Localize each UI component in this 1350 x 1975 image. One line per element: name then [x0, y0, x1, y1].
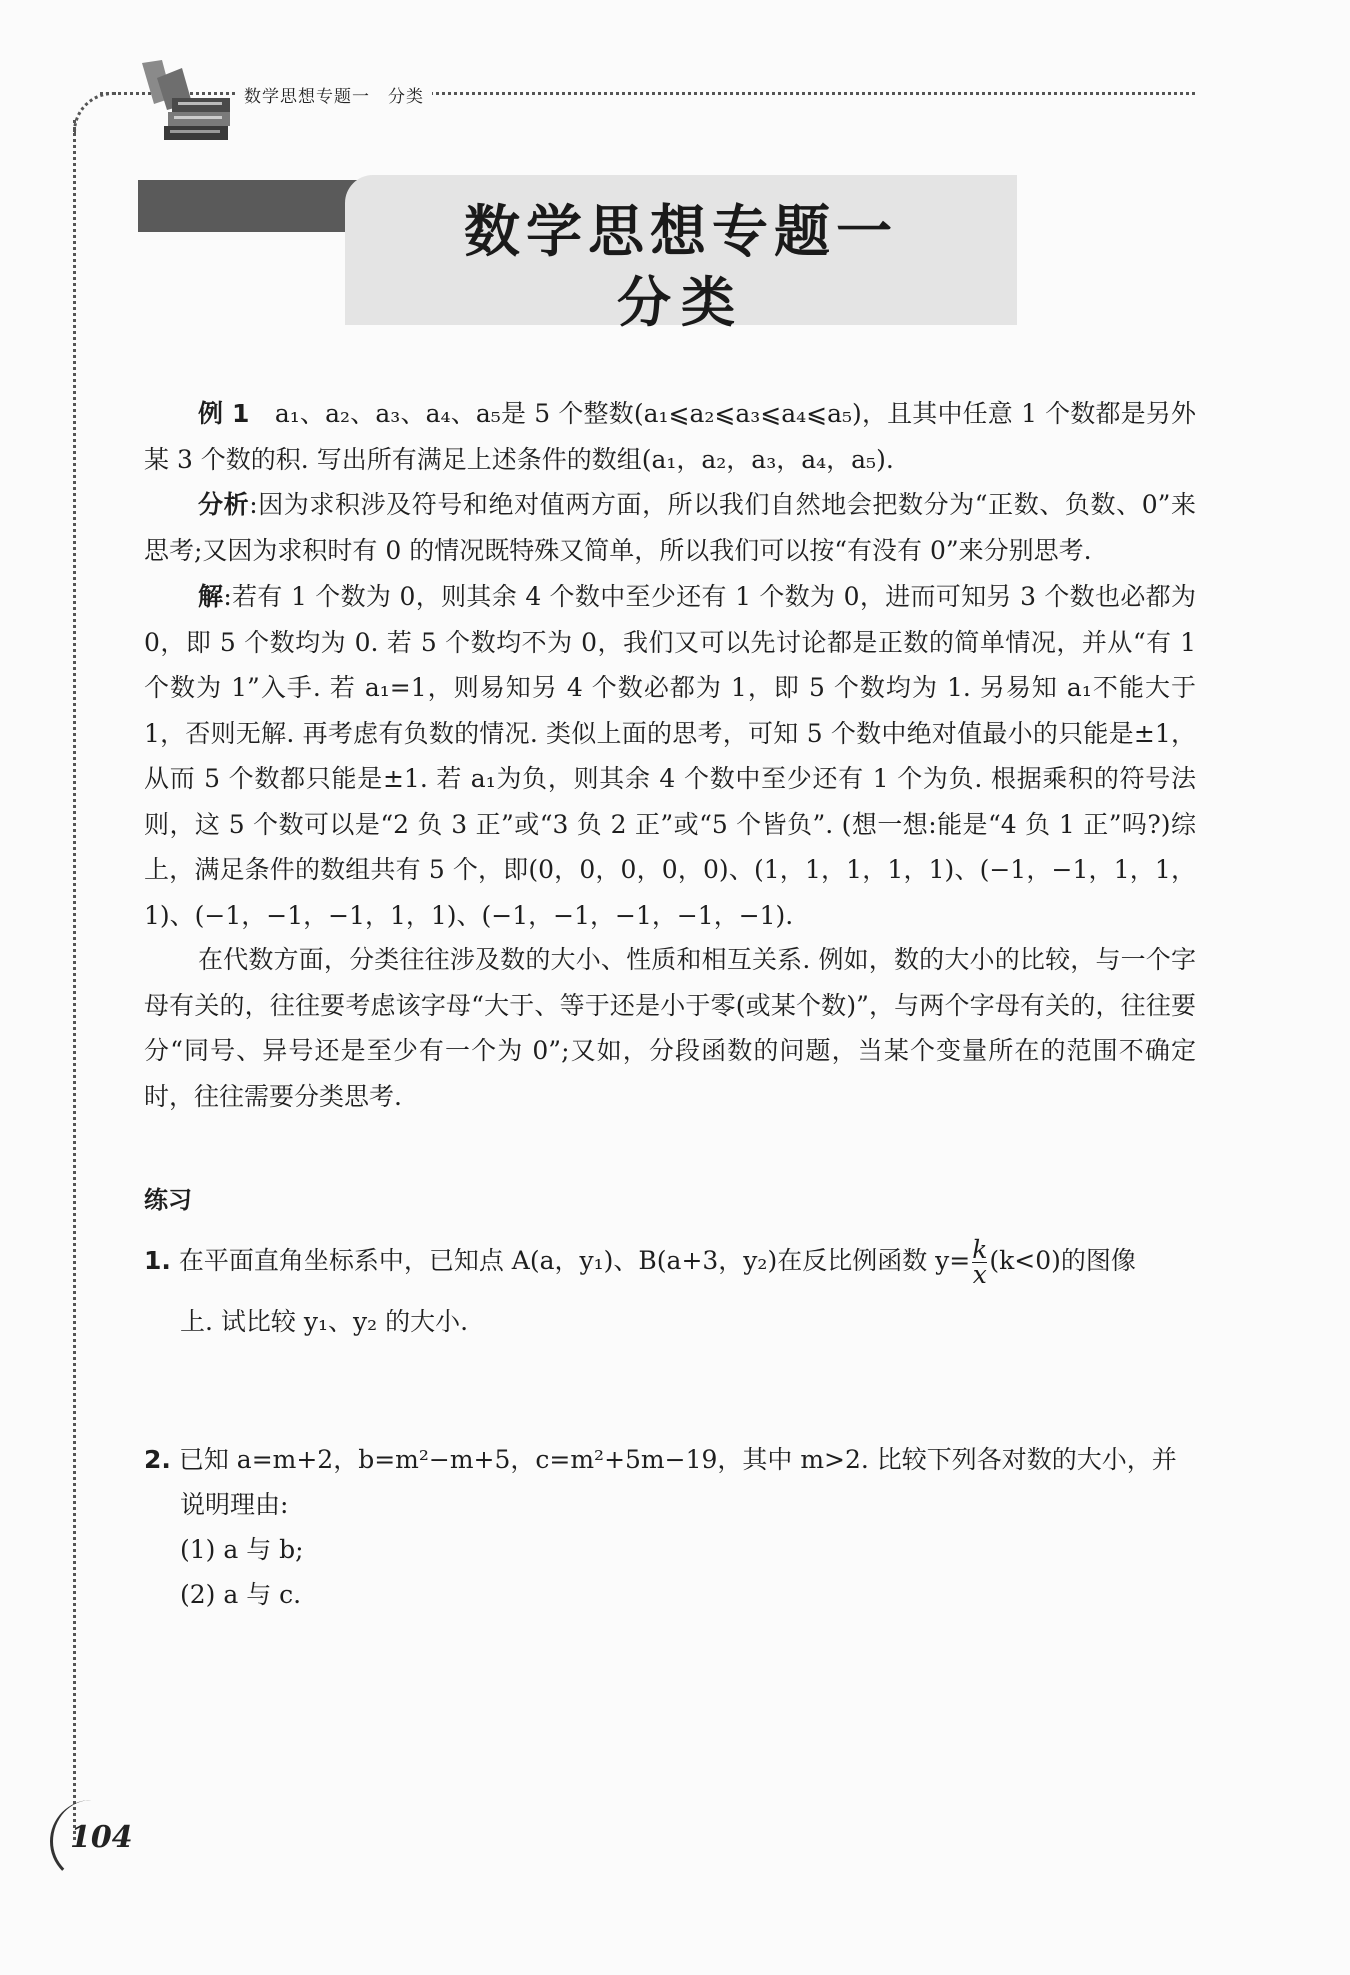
- question-1-line1: [144, 1235, 1196, 1289]
- summary-paragraph: 在代数方面，分类往往涉及数的大小、性质和相互关系. 例如，数的大小的比较，与一个字母有关的，往往要考虑该字母“大于、等于还是小于零(或某个数)”，与两个字母有关的，往往要分“同号、异号还是至少有一个为 0”;又如，分段函数的问题，当某个变量所在的范围不确定时，往往需要分类思考.: [144, 945, 1196, 1111]
- solution-label: 解: [198, 582, 224, 611]
- question-2-line2: 说明理由:: [180, 1490, 289, 1519]
- example-label: 例 1: [198, 399, 250, 428]
- question-2-part-1: (1) a 与 b;: [180, 1535, 304, 1564]
- analysis-label: 分析: [198, 490, 250, 519]
- books-pencil-icon: [132, 58, 237, 148]
- fraction-denominator: x: [972, 1260, 987, 1289]
- question-2-number: 2.: [144, 1445, 171, 1474]
- page-number: 104: [70, 1820, 133, 1855]
- question-1-number: 1.: [144, 1246, 171, 1275]
- question-2: [144, 1437, 1196, 1617]
- practice-heading: 练习: [144, 1186, 192, 1214]
- fraction-numerator: k: [972, 1235, 988, 1264]
- margin-rule: [73, 120, 76, 1840]
- question-1-text-after: (k<0)的图像: [989, 1246, 1136, 1275]
- question-2-line1: [144, 1437, 1196, 1482]
- example-paragraph: [144, 391, 1196, 482]
- running-header: 数学思想专题一 分类: [236, 82, 432, 107]
- question-1-line2: 上. 试比较 y₁、y₂ 的大小.: [180, 1307, 469, 1336]
- question-1: [144, 1235, 1196, 1344]
- chapter-title: 数学思想专题一: [464, 200, 898, 265]
- question-1-text: 在平面直角坐标系中，已知点 A(a，y₁)、B(a+3，y₂)在反比例函数 y=: [178, 1246, 971, 1275]
- margin-corner: [73, 92, 116, 135]
- analysis-text: :因为求积涉及符号和绝对值两方面，所以我们自然地会把数分为“正数、负数、0”来思考;又因为求积时有 0 的情况既特殊又简单，所以我们可以按“有没有 0”来分别思考.: [144, 490, 1196, 565]
- solution-text: :若有 1 个数为 0，则其余 4 个数中至少还有 1 个数为 0，进而可知另 3 个数也必都为 0，即 5 个数均为 0. 若 5 个数均不为 0，我们又可以先讨论都是正数的简单情况，并从“有 1 个数为 1”入手. 若 a₁=1，则易知另 4 个数必都为 1，即 5 个数均为 1. 另易知 a₁不能大于 1，否则无解. 再考虑有负数的情况. 类似上面的思考，可知 5 个数中绝对值最小的只能是±1，从而 5 个数都只能是±1. 若 a₁为负，则其余 4 个数中至少还有 1 个为负. 根据乘积的符号法则，这 5 个数可以是“2 负 3 正”或“3 负 2 正”或“5 个皆负”. (想一想:能是“4 负 1 正”吗?)综上，满足条件的数组共有 5 个，即(0，0，0，0，0)、(1，1，1，1，1)、(−1，−1，1，1，1)、(−1，−1，−1，1，1)、(−1，−1，−1，−1，−1).: [144, 582, 1196, 930]
- solution-paragraph: [144, 574, 1196, 938]
- fraction-k-over-x: [972, 1235, 988, 1289]
- question-2-text: 已知 a=m+2，b=m²−m+5，c=m²+5m−19，其中 m>2. 比较下列各对数的大小，并: [178, 1445, 1177, 1474]
- analysis-paragraph: [144, 482, 1196, 573]
- question-2-part-2: (2) a 与 c.: [180, 1580, 302, 1609]
- example-text: a₁、a₂、a₃、a₄、a₅是 5 个整数(a₁⩽a₂⩽a₃⩽a₄⩽a₅)，且其中任意 1 个数都是另外某 3 个数的积. 写出所有满足上述条件的数组(a₁，a₂，a₃，a₄，a₅).: [144, 399, 1196, 474]
- chapter-subtitle: 分类: [617, 271, 745, 334]
